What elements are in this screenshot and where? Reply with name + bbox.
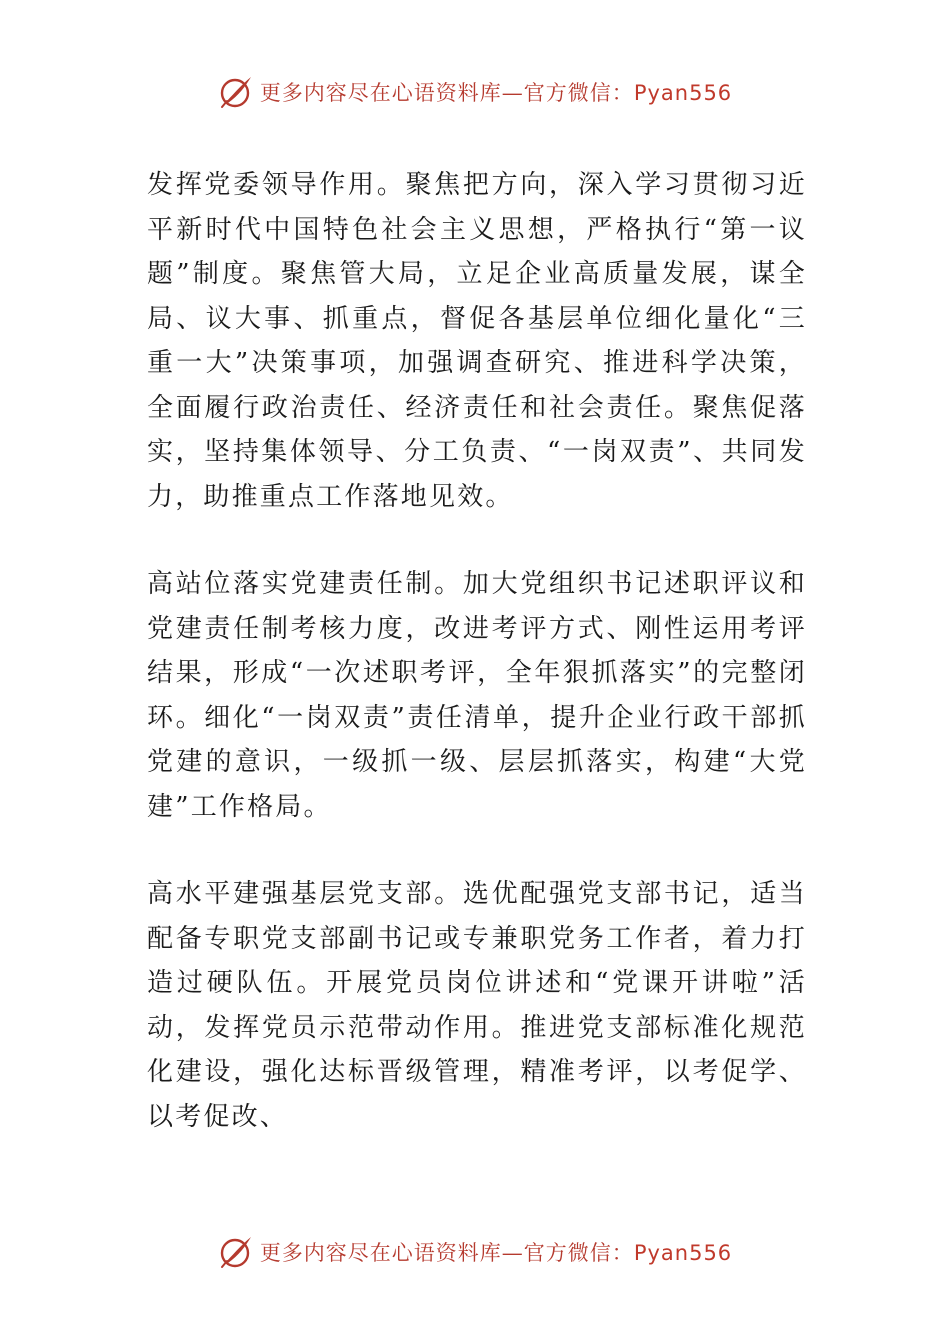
paragraph-2: 高站位落实党建责任制。加大党组织书记述职评议和党建责任制考核力度，改进考评方式、刚性运用考评结果，形成“一次述职考评，全年狠抓落实”的完整闭环。细化“一岗双责”责任清单，提升企业行政干部抓党建的意识，一级抓一级、层层抓落实，构建“大党建”工作格局。	[147, 569, 807, 822]
quill-logo-icon	[218, 1234, 254, 1270]
footer-slogan	[260, 1237, 732, 1267]
paragraph-3: 高水平建强基层党支部。选优配强党支部书记，适当配备专职党支部副书记或专兼职党务工作者，着力打造过硬队伍。开展党员岗位讲述和“党课开讲啦”活动，发挥党员示范带动作用。推进党支部标准化规范化建设，强化达标晋级管理，精准考评，以考促学、以考促改、	[147, 879, 807, 1132]
footer-wechat-id: Pyan556	[633, 1241, 733, 1265]
quill-logo-icon	[218, 74, 254, 110]
header-banner	[0, 72, 950, 112]
header-wechat-id: Pyan556	[633, 81, 733, 105]
header-slogan-text: 更多内容尽在心语资料库—官方微信：	[259, 81, 634, 105]
footer-banner	[0, 1232, 950, 1272]
header-slogan	[260, 77, 732, 107]
paragraph-1: 发挥党委领导作用。聚焦把方向，深入学习贯彻习近平新时代中国特色社会主义思想，严格执行“第一议题”制度。聚焦管大局，立足企业高质量发展，谋全局、议大事、抓重点，督促各基层单位细化量化“三重一大”决策事项，加强调查研究、推进科学决策，全面履行政治责任、经济责任和社会责任。聚焦促落实，坚持集体领导、分工负责、“一岗双责”、共同发力，助推重点工作落地见效。	[147, 170, 807, 512]
footer-slogan-text: 更多内容尽在心语资料库—官方微信：	[259, 1241, 634, 1265]
document-body	[147, 163, 807, 1182]
